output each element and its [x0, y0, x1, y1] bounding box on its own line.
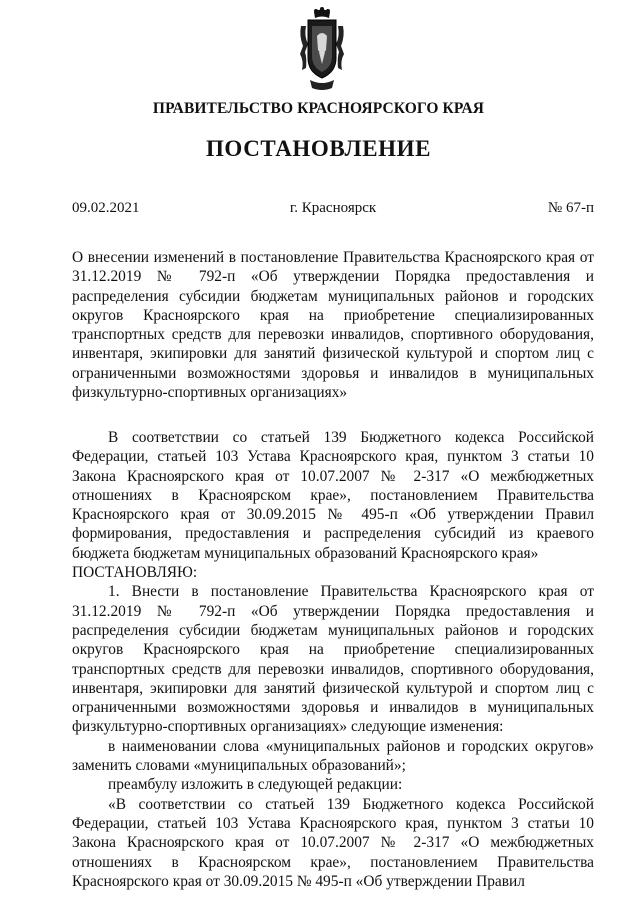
resolve-word: ПОСТАНОВЛЯЮ: — [72, 564, 198, 582]
document-city: г. Красноярск — [289, 200, 377, 216]
new-preamble-paragraph: «В соответствии со статьей 139 Бюджетного кодекса Российской Федерации, статьей 103 Устава Красноярского края, пунктом 3 статьи 10 Закона Красноярского края от 10.07.2007 № 2-317 «О межбюджетных отношениях в Красноярском крае», постановлением Правительства Красноярского края от 30.09.2015 № 495-п «Об утверждении Правил — [72, 795, 594, 890]
change-title-paragraph: в наименовании слова «муниципальных районов и городских округов» заменить словами «муниципальных образований»; — [72, 737, 594, 775]
document-body — [72, 428, 594, 891]
preamble-paragraph: В соответствии со статьей 139 Бюджетного кодекса Российской Федерации, статьей 103 Устава Красноярского края, пунктом 3 статьи 10 Закона Красноярского края от 10.07.2007 № 2-317 «О межбюджетных отношениях в Красноярском крае», постановлением Правительства Красноярского края от 30.09.2015 № 495-п «Об утверждении Правил формирования, предоставления и распределения субсидий из краевого бюджета бюджетам муниципальных образований Красноярского края» — [72, 429, 594, 562]
document-type: ПОСТАНОВЛЕНИЕ — [205, 136, 432, 161]
item-1-paragraph: 1. Внести в постановление Правительства Красноярского края от 31.12.2019 № 792-п «Об утверждении Порядка предоставления и распределения субсидии бюджетам муниципальных районов и городских округов Красноярского края на приобретение специализированных транспортных средств для перевозки инвалидов, спортивного оборудования, инвентаря, экипировки для занятий физической культурой и спортом лиц с ограниченными возможностями здоровья и инвалидов в муниципальных физкультурно-спортивных организациях» следующие изменения: — [72, 583, 594, 736]
organization-name: ПРАВИТЕЛЬСТВО КРАСНОЯРСКОГО КРАЯ — [152, 100, 485, 117]
subject-text: О внесении изменений в постановление Правительства Красноярского края от 31.12.2019 № 792-п «Об утверждении Порядка предоставления и распределения субсидии бюджетам муниципальных районов и городских округов Красноярского края на приобретение специализированных транспортных средств для перевозки инвалидов, спортивного оборудования, инвентаря, экипировки для занятий физической культурой и спортом лиц с ограниченными возможностями здоровья и инвалидов в муниципальных физкультурно-спортивных организациях» — [72, 249, 594, 402]
coat-of-arms-emblem — [296, 6, 348, 92]
change-preamble-intro: преамбулу изложить в следующей редакции: — [108, 776, 403, 794]
document-subject — [72, 248, 594, 402]
document-number: № 67-п — [547, 200, 594, 216]
document-date: 09.02.2021 — [72, 200, 140, 216]
document-meta-row — [72, 200, 594, 220]
